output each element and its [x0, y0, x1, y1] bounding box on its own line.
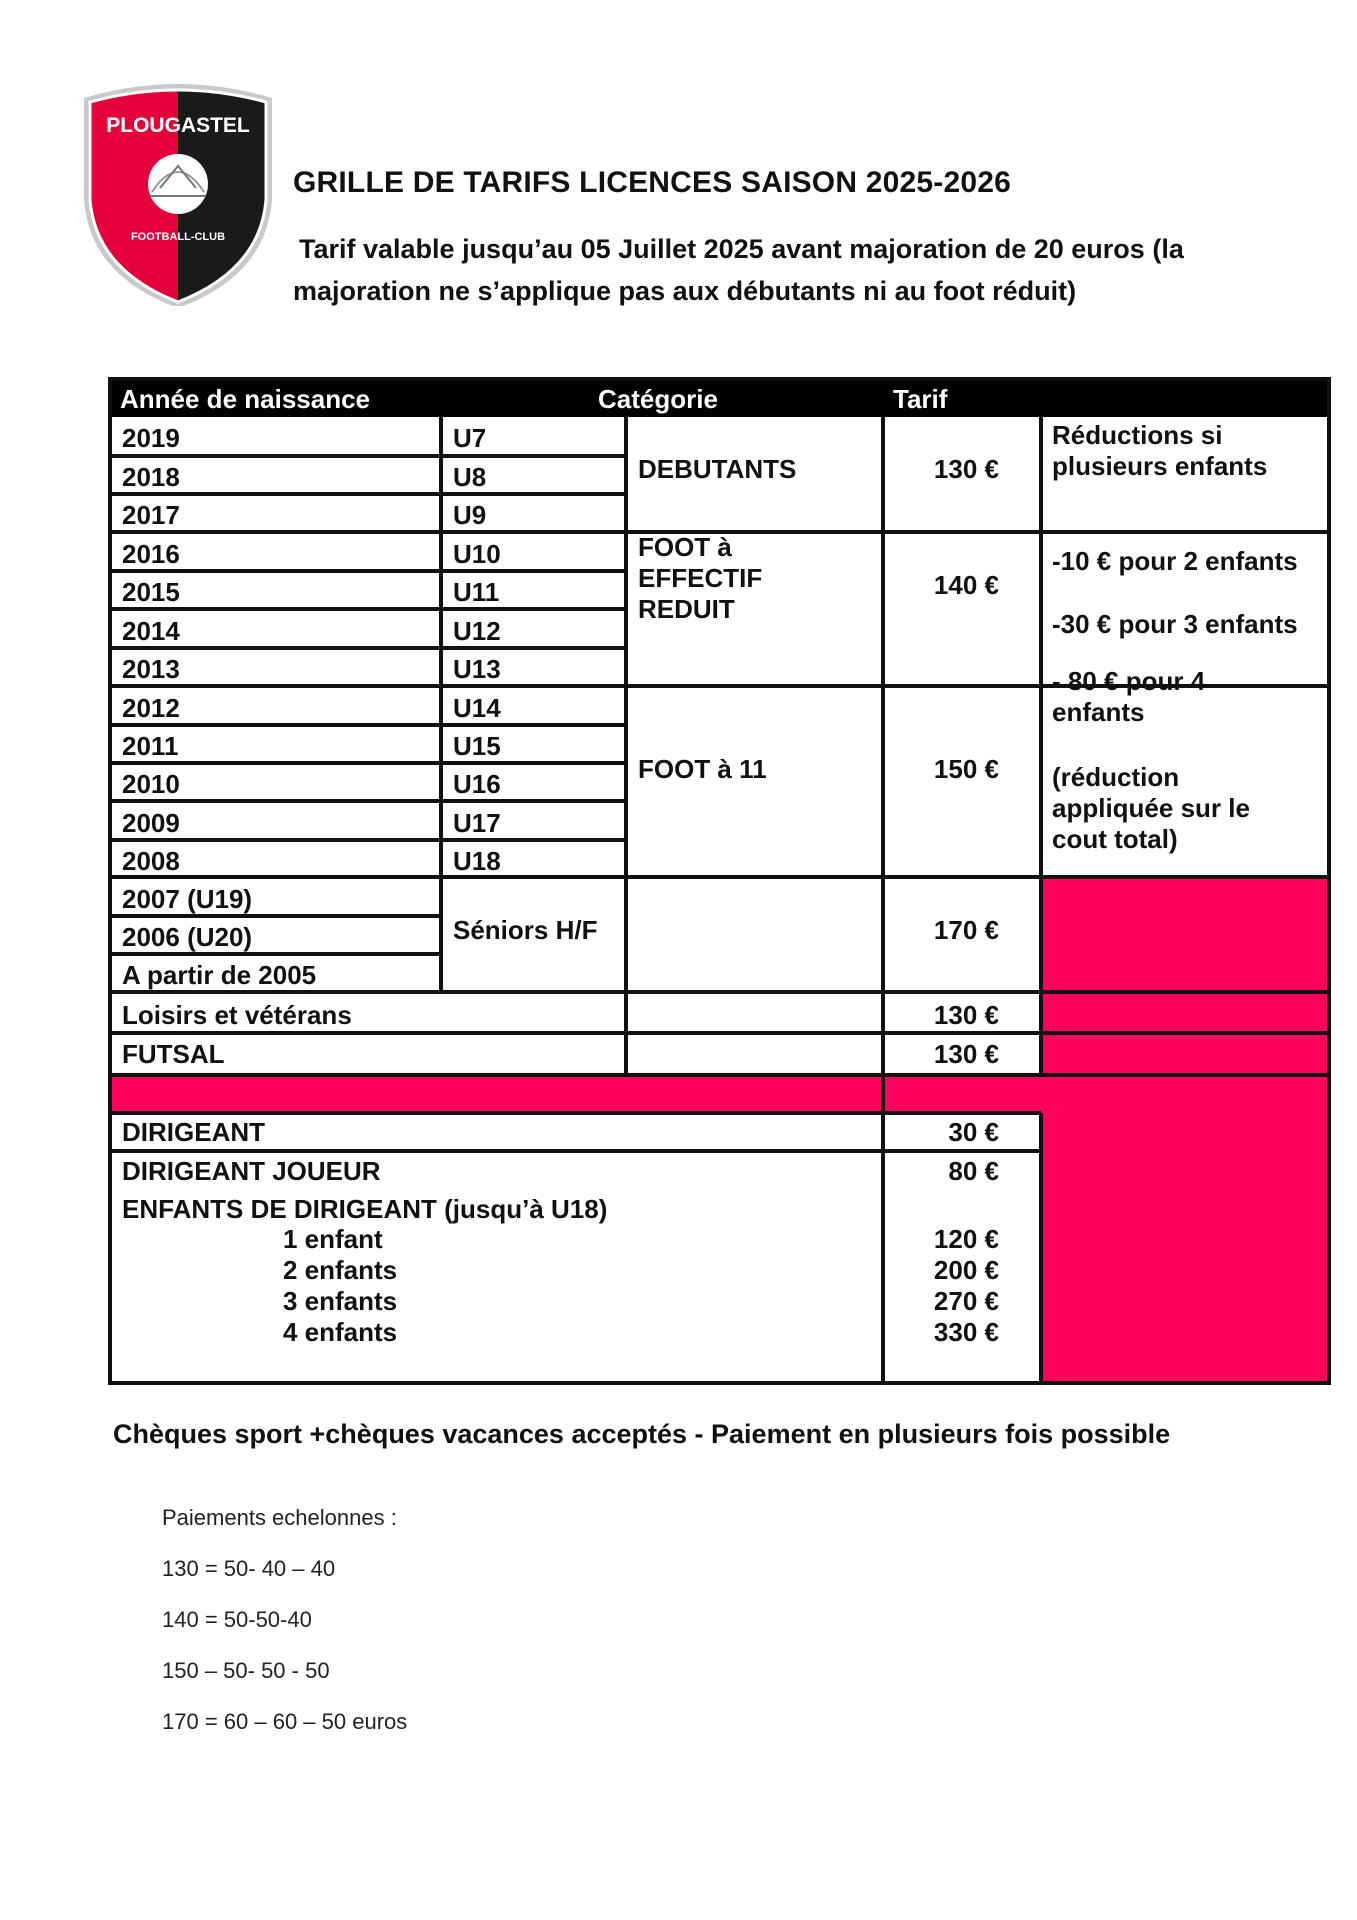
accent-block-right [1041, 877, 1331, 1385]
year-cell: 2017 [122, 500, 180, 530]
year-cell: A partir de 2005 [122, 960, 317, 990]
reductions-title-line: Réductions si [1052, 420, 1223, 450]
age-cell: U15 [453, 731, 501, 761]
futsal-price: 130 € [933, 1039, 999, 1069]
subtitle-line-1: Tarif valable jusqu’au 05 Juillet 2025 avant majoration de 20 euros (la [299, 234, 1184, 264]
payment-line: 150 – 50- 50 - 50 [162, 1658, 330, 1683]
group-line: FOOT à [638, 532, 732, 562]
payment-line: 140 = 50-50-40 [162, 1607, 312, 1632]
price-debutants: 130 € [933, 454, 999, 484]
age-cell: U17 [453, 808, 501, 838]
enfants-item-label: 2 enfants [283, 1255, 398, 1285]
year-cell: 2008 [122, 846, 180, 876]
dirigeant-joueur-label: DIRIGEANT JOUEUR [122, 1156, 381, 1186]
year-cell: 2009 [122, 808, 180, 838]
year-cell: 2013 [122, 654, 180, 684]
header-tarif: Tarif [893, 384, 948, 414]
loisirs-label: Loisirs et vétérans [122, 1000, 352, 1030]
year-cell: 2015 [122, 577, 180, 607]
price-foot-11: 150 € [933, 754, 999, 784]
tarif-table [108, 377, 1331, 1385]
header-birth-year: Année de naissance [120, 384, 370, 414]
age-cell: U11 [453, 577, 500, 607]
logo-text-bottom: FOOTBALL-CLUB [130, 231, 226, 243]
enfants-dirigeant-label: ENFANTS DE DIRIGEANT (jusqu’à U18) [122, 1194, 608, 1224]
enfants-item-price: 330 € [933, 1317, 999, 1347]
year-cell: 2012 [122, 693, 180, 723]
reduction-note-line: (réduction [1052, 762, 1180, 792]
enfants-dirigeant-items [283, 1224, 397, 1348]
reduction-4-children [1052, 666, 1205, 728]
year-cell: 2019 [122, 423, 180, 453]
header-category: Catégorie [598, 384, 718, 414]
age-cell: U12 [453, 616, 501, 646]
price-seniors: 170 € [933, 915, 999, 945]
age-cell: U18 [453, 846, 501, 876]
loisirs-price: 130 € [933, 1000, 999, 1030]
year-cell: 2010 [122, 769, 180, 799]
group-foot-reduit [638, 532, 762, 625]
accent-band [108, 1075, 1041, 1113]
age-cell: U7 [453, 423, 487, 453]
year-cell: 2006 (U20) [122, 922, 253, 952]
group-line: REDUIT [638, 594, 735, 624]
group-debutants: DEBUTANTS [638, 454, 797, 484]
reduction-line: enfants [1052, 697, 1145, 727]
reduction-note-line: cout total) [1052, 824, 1178, 854]
age-cell: U8 [453, 462, 487, 492]
club-logo [80, 80, 276, 306]
group-foot-11: FOOT à 11 [638, 754, 767, 784]
age-cell: U9 [453, 500, 487, 530]
enfants-item-label: 1 enfant [283, 1224, 383, 1254]
age-cell: U16 [453, 769, 501, 799]
payments-title: Paiements echelonnes : [162, 1505, 397, 1530]
reductions-title-line: plusieurs enfants [1052, 451, 1268, 481]
price-foot-reduit: 140 € [933, 570, 999, 600]
dirigeant-label: DIRIGEANT [122, 1117, 265, 1147]
logo-text-top: PLOUGASTEL [106, 114, 250, 137]
payment-note: Chèques sport +chèques vacances acceptés - Paiement en plusieurs fois possible [113, 1419, 1171, 1449]
page-title: GRILLE DE TARIFS LICENCES SAISON 2025-2026 [293, 166, 1012, 199]
futsal-label: FUTSAL [122, 1039, 225, 1069]
reduction-note [1052, 762, 1250, 855]
reduction-3-children: -30 € pour 3 enfants [1052, 609, 1298, 639]
group-line: EFFECTIF [638, 563, 763, 593]
year-cell: 2014 [122, 616, 180, 646]
page-subtitle [293, 228, 1293, 312]
enfants-item-price: 120 € [933, 1224, 999, 1254]
enfants-item-label: 3 enfants [283, 1286, 398, 1316]
enfants-item-label: 4 enfants [283, 1317, 398, 1347]
seniors-cell: Séniors H/F [453, 915, 598, 945]
subtitle-line-2: majoration ne s’applique pas aux débutants ni au foot réduit) [293, 276, 1077, 306]
enfants-dirigeant-prices [883, 1224, 999, 1348]
reduction-note-line: appliquée sur le [1052, 793, 1250, 823]
age-cell: U14 [453, 693, 501, 723]
dirigeant-joueur-price: 80 € [948, 1156, 999, 1186]
year-cell: 2018 [122, 462, 180, 492]
age-cell: U13 [453, 654, 501, 684]
payment-line: 130 = 50- 40 – 40 [162, 1556, 336, 1581]
year-cell: 2016 [122, 539, 180, 569]
year-cell: 2011 [122, 731, 179, 761]
reductions-title [1052, 420, 1267, 482]
enfants-item-price: 270 € [933, 1286, 999, 1316]
reduction-2-children: -10 € pour 2 enfants [1052, 546, 1298, 576]
age-cell: U10 [453, 539, 501, 569]
year-cell: 2007 (U19) [122, 884, 253, 914]
reduction-line: - 80 € pour 4 [1052, 666, 1206, 696]
payment-line: 170 = 60 – 60 – 50 euros [162, 1709, 408, 1734]
enfants-item-price: 200 € [933, 1255, 999, 1285]
dirigeant-price: 30 € [948, 1117, 999, 1147]
